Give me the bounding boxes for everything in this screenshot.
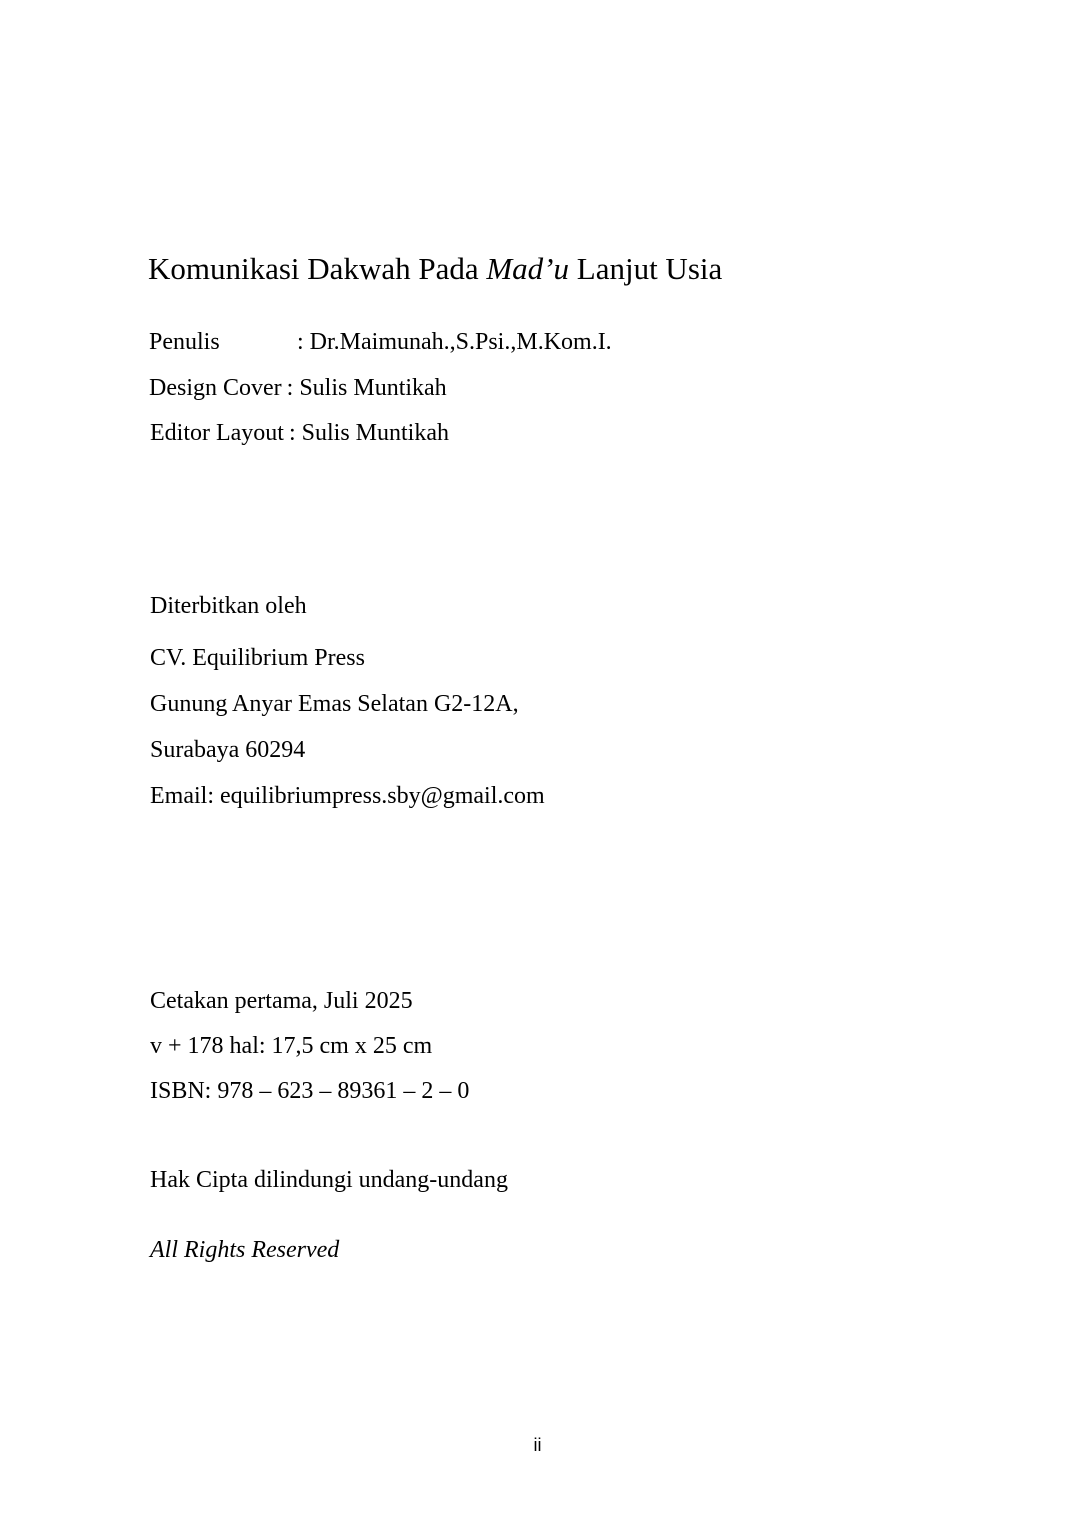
- edition-text: Cetakan pertama, Juli 2025: [150, 988, 413, 1014]
- book-title-italic: Mad’u: [486, 251, 570, 286]
- credit-row-author: [149, 320, 612, 366]
- printing-info-block: [150, 983, 469, 1118]
- rights-reserved: All Rights Reserved: [150, 1237, 340, 1263]
- credit-row-layout-editor: [149, 411, 612, 457]
- credit-value: : Sulis Muntikah: [288, 420, 449, 446]
- page-number: ii: [533, 1435, 542, 1455]
- publisher-email: Email: equilibriumpress.sby@gmail.com: [150, 783, 545, 809]
- book-title-part1: Komunikasi Dakwah Pada: [148, 251, 487, 286]
- publisher-address-line2: Surabaya 60294: [150, 737, 306, 763]
- credit-label: Editor Layout: [150, 420, 284, 446]
- pages-size-text: v + 178 hal: 17,5 cm x 25 cm: [150, 1033, 433, 1059]
- credit-value: : Sulis Muntikah: [286, 374, 447, 401]
- book-title-part2: Lanjut Usia: [569, 251, 723, 286]
- publisher-block: [150, 588, 545, 824]
- publisher-name: CV. Equilibrium Press: [150, 645, 365, 671]
- credit-row-cover-design: [149, 366, 612, 412]
- isbn-text: ISBN: 978 – 623 – 89361 – 2 – 0: [150, 1078, 470, 1104]
- publisher-address-line1: Gunung Anyar Emas Selatan G2-12A,: [150, 691, 519, 717]
- credit-value: : Dr.Maimunah.,S.Psi.,M.Kom.I.: [297, 329, 612, 355]
- credit-label: Design Cover: [149, 374, 282, 401]
- credit-label: Penulis: [149, 329, 220, 355]
- book-title: [148, 249, 722, 289]
- publisher-heading: Diterbitkan oleh: [150, 593, 307, 619]
- copyright-notice: Hak Cipta dilindungi undang-undang: [150, 1167, 508, 1193]
- credits-block: [149, 320, 612, 457]
